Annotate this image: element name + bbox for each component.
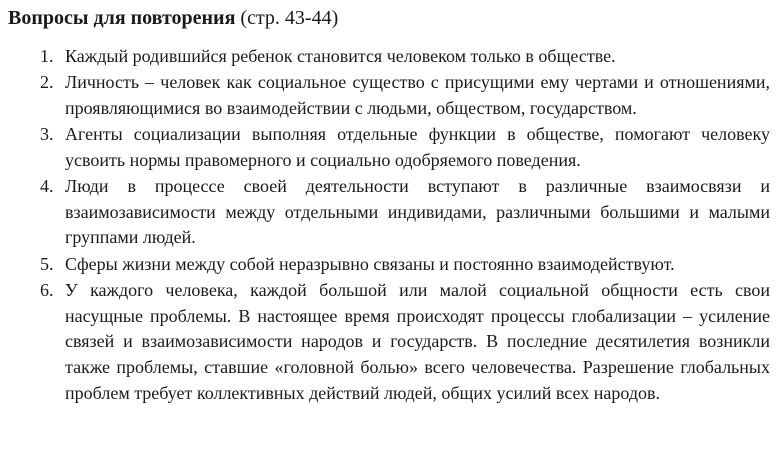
list-item-text: Агенты социализации выполняя отдельные функции в обществе, помогают человеку усвоить нормы правомерного и социально одобряемого поведения. bbox=[65, 124, 770, 170]
list-item bbox=[8, 44, 770, 70]
list-item-number: 2. bbox=[40, 72, 54, 93]
heading-title: Вопросы для повторения bbox=[8, 7, 236, 29]
list-item bbox=[8, 174, 770, 251]
list-item-number: 5. bbox=[40, 253, 54, 274]
list-item bbox=[8, 252, 770, 278]
list-item bbox=[8, 70, 770, 121]
list-item-number: 3. bbox=[40, 124, 54, 145]
list-item-text: У каждого человека, каждой большой или малой социальной общности есть свои насущные проблемы. В настоящее время происходят процессы глобализации – усиление связей и взаимозависимости народов и государств. В последние десятилетия возникли также проблемы, ставшие «головной болью» всего человечества. Разрешение глобальных проблем требует коллективных действий людей, общих усилий всех народов. bbox=[65, 279, 770, 403]
list-item bbox=[8, 122, 770, 173]
review-questions-list bbox=[8, 44, 770, 406]
list-item-text: Каждый родившийся ребенок становится человеком только в обществе. bbox=[65, 46, 616, 66]
list-item-number: 6. bbox=[40, 279, 54, 300]
list-item-text: Личность – человек как социальное существо с присущими ему чертами и отношениями, проявляющимися во взаимодействии с людьми, обществом, государством. bbox=[65, 72, 770, 118]
list-item-text: Люди в процессе своей деятельности вступают в различные взаимосвязи и взаимозависимости между отдельными индивидами, различными большими и малыми группами людей. bbox=[65, 176, 770, 248]
section-heading bbox=[8, 6, 770, 30]
heading-page-reference: (стр. 43-44) bbox=[240, 7, 339, 29]
list-item-number: 4. bbox=[40, 176, 54, 197]
list-item-text: Сферы жизни между собой неразрывно связаны и постоянно взаимодействуют. bbox=[65, 253, 675, 274]
list-item bbox=[8, 278, 770, 407]
list-item-number: 1. bbox=[40, 46, 54, 66]
